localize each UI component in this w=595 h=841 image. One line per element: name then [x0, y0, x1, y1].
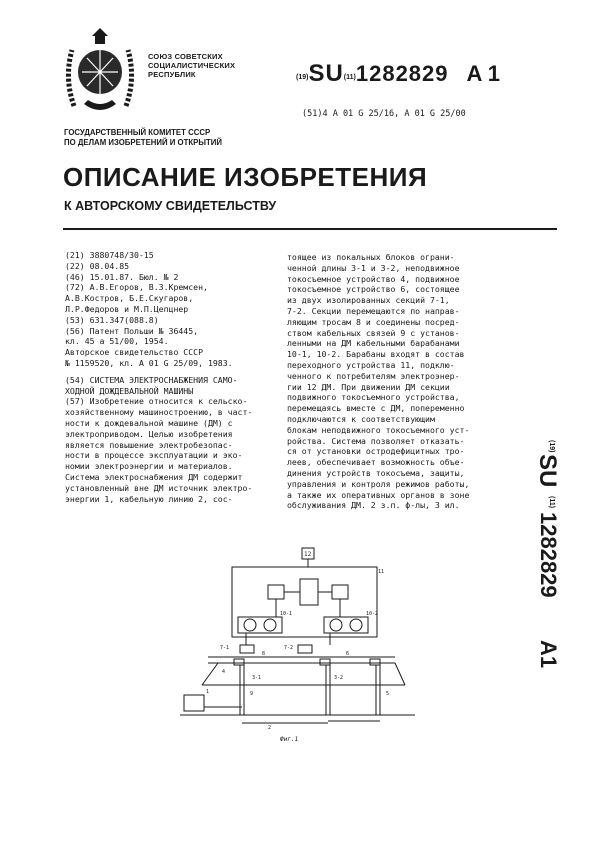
committee-line: ПО ДЕЛАМ ИЗОБРЕТЕНИЙ И ОТКРЫТИЙ — [64, 138, 222, 147]
abstract-line: ленными на ДМ кабельными барабанами — [287, 338, 460, 349]
abstract-line: ством кабельных связей 9 с установ- — [287, 327, 460, 338]
label-6: 6 — [346, 651, 350, 657]
label-4: 4 — [222, 669, 226, 675]
country-line: РЕСПУБЛИК — [148, 70, 196, 79]
label-12: 12 — [304, 551, 312, 558]
tag-11: (11) — [343, 74, 356, 81]
abstract-line: электроприводом. Целью изобретения — [65, 428, 233, 439]
label-10-2: 10-2 — [366, 611, 379, 617]
abstract-line: является повышение электробезопас- — [65, 439, 233, 450]
country-code: SU — [308, 60, 344, 87]
title-line: (54) СИСТЕМА ЭЛЕКТРОСНАБЖЕНИЯ САМО- — [65, 374, 238, 385]
power-source-1 — [184, 695, 204, 711]
label-7-2: 7-2 — [284, 645, 294, 651]
abstract-line: леев, обеспечивает возможность объе- — [287, 457, 465, 468]
label-3-1: 3-1 — [252, 675, 262, 681]
label-2: 2 — [268, 725, 272, 731]
biblio-line: (21) 3880748/30-15 — [65, 250, 154, 260]
abstract-line: гии 12 ДМ. При движении ДМ секции — [287, 381, 450, 392]
committee-name — [64, 128, 222, 148]
vertical-kind-code: A1 — [536, 640, 561, 669]
biblio-line: А.В.Костров, Б.Е.Скугаров, — [65, 293, 194, 304]
document-subtitle: К АВТОРСКОМУ СВИДЕТЕЛЬСТВУ — [64, 199, 277, 213]
abstract-line: хозяйственному машиностроению, в част- — [65, 407, 253, 418]
abstract-line: ности к дождевальной машине (ДМ) с — [65, 417, 233, 428]
abstract-line: 10-1, 10-2. Барабаны входят в состав — [287, 349, 465, 360]
kind-code: A 1 — [466, 61, 500, 86]
patent-number: 1282829 — [355, 61, 449, 86]
label-11: 11 — [378, 569, 385, 575]
label-9: 9 — [250, 691, 254, 697]
tag-19: (19) — [296, 74, 309, 81]
abstract-line: токосъемное устройство 4, подвижное — [287, 273, 460, 284]
label-1: 1 — [206, 689, 210, 695]
abstract-line: обслуживания ДМ. 2 з.п. ф-лы, 3 ил. — [287, 500, 460, 511]
cable-drum-10-1 — [238, 617, 282, 633]
header-divider — [63, 228, 557, 230]
cable-drum-10-2 — [324, 617, 368, 633]
abstract-line: номии электроэнергии и материалов. — [65, 461, 233, 472]
abstract-line: ченного к потребителям электроэнер- — [287, 370, 460, 381]
label-3-2: 3-2 — [334, 675, 344, 681]
vertical-patent-number: 1282829 — [536, 512, 561, 598]
biblio-line: (53) 631.347(088.8) — [65, 314, 159, 325]
abstract-line: тоящее из покальных блоков ограни- — [287, 252, 455, 262]
abstract-line: подключаются к соответствующим — [287, 413, 435, 424]
biblio-line: Авторское свидетельство СССР — [65, 347, 204, 358]
abstract-line: ченной длины 3-1 и 3-2, неподвижное — [287, 262, 460, 273]
biblio-line: (22) 08.04.85 — [65, 260, 130, 271]
technical-drawing — [180, 545, 415, 745]
transition-device-11 — [232, 567, 377, 637]
label-7-1: 7-1 — [220, 645, 230, 651]
country-line: СОЮЗ СОВЕТСКИХ — [148, 52, 223, 61]
vertical-patent-code — [528, 440, 572, 770]
label-5: 5 — [386, 691, 390, 697]
vertical-tag-19: (19) — [548, 440, 555, 453]
state-emblem-icon — [62, 28, 138, 116]
label-8: 8 — [262, 651, 266, 657]
biblio-line: № 1159520, кл. А 01 G 25/09, 1983. — [65, 357, 233, 368]
country-line: СОЦИАЛИСТИЧЕСКИХ — [148, 61, 236, 70]
biblio-line: (46) 15.01.87. Бюл. № 2 — [65, 271, 179, 282]
biblio-line: кл. 45 a 51/00, 1954. — [65, 336, 169, 347]
right-column — [287, 252, 522, 511]
country-name — [148, 52, 235, 79]
abstract-line: управления и контроля режимов работы, — [287, 478, 470, 489]
abstract-line: ности в процессе эксплуатации и эко- — [65, 450, 243, 461]
abstract-line: ляющим тросам 8 и соединены посред- — [287, 316, 460, 327]
abstract-line: подвижного токосъемного устройства, — [287, 392, 460, 403]
abstract-line: из двух изолированных секций 7-1, — [287, 295, 450, 306]
abstract-line: 7-2. Секции перемещаются по направ- — [287, 305, 460, 316]
document-title: ОПИСАНИЕ ИЗОБРЕТЕНИЯ — [63, 162, 428, 192]
document-number — [296, 60, 500, 88]
abstract-line: блокам неподвижного токосъемного уст- — [287, 424, 470, 435]
abstract-line: динения устройств токосъема, защиты, — [287, 467, 465, 478]
abstract-line: Система электроснабжения ДМ содержит — [65, 471, 243, 482]
abstract-line: энергии 1, кабельную линию 2, сос- — [65, 493, 233, 504]
abstract-line: ся от установки остродефицитных тро- — [287, 446, 465, 457]
biblio-line: Л.Р.Федоров и М.П.Цепцнер — [65, 303, 189, 314]
left-column — [65, 250, 287, 504]
biblio-line: (56) Патент Польши № 36445, — [65, 325, 199, 336]
abstract-line: перемещаясь вместе с ДМ, попеременно — [287, 403, 465, 414]
title-line: ХОДНОЙ ДОЖДЕВАЛЬНОЙ МАШИНЫ — [65, 385, 194, 396]
biblio-line: (72) А.В.Егоров, В.З.Кремсен, — [65, 282, 208, 293]
abstract-line: а также их оперативных органов в зоне — [287, 489, 470, 500]
abstract-line: (57) Изобретение относится к сельско- — [65, 396, 248, 407]
abstract-line: установленный вне ДМ источник электро- — [65, 482, 253, 493]
label-10-1: 10-1 — [280, 611, 293, 617]
committee-line: ГОСУДАРСТВЕННЫЙ КОМИТЕТ СССР — [64, 128, 211, 137]
vertical-country-code: SU — [534, 454, 561, 488]
vertical-tag-11: (11) — [548, 496, 555, 509]
abstract-line: ройства. Система позволяет отказать- — [287, 435, 465, 446]
abstract-line: токосъемное устройство 6, состоящее — [287, 284, 460, 295]
figure-caption: Фиг.1 — [280, 736, 299, 743]
abstract-line: переходного устройства 11, подклю- — [287, 359, 455, 370]
ipc-classification: (51)4 A 01 G 25/16, A 01 G 25/00 — [302, 109, 466, 119]
